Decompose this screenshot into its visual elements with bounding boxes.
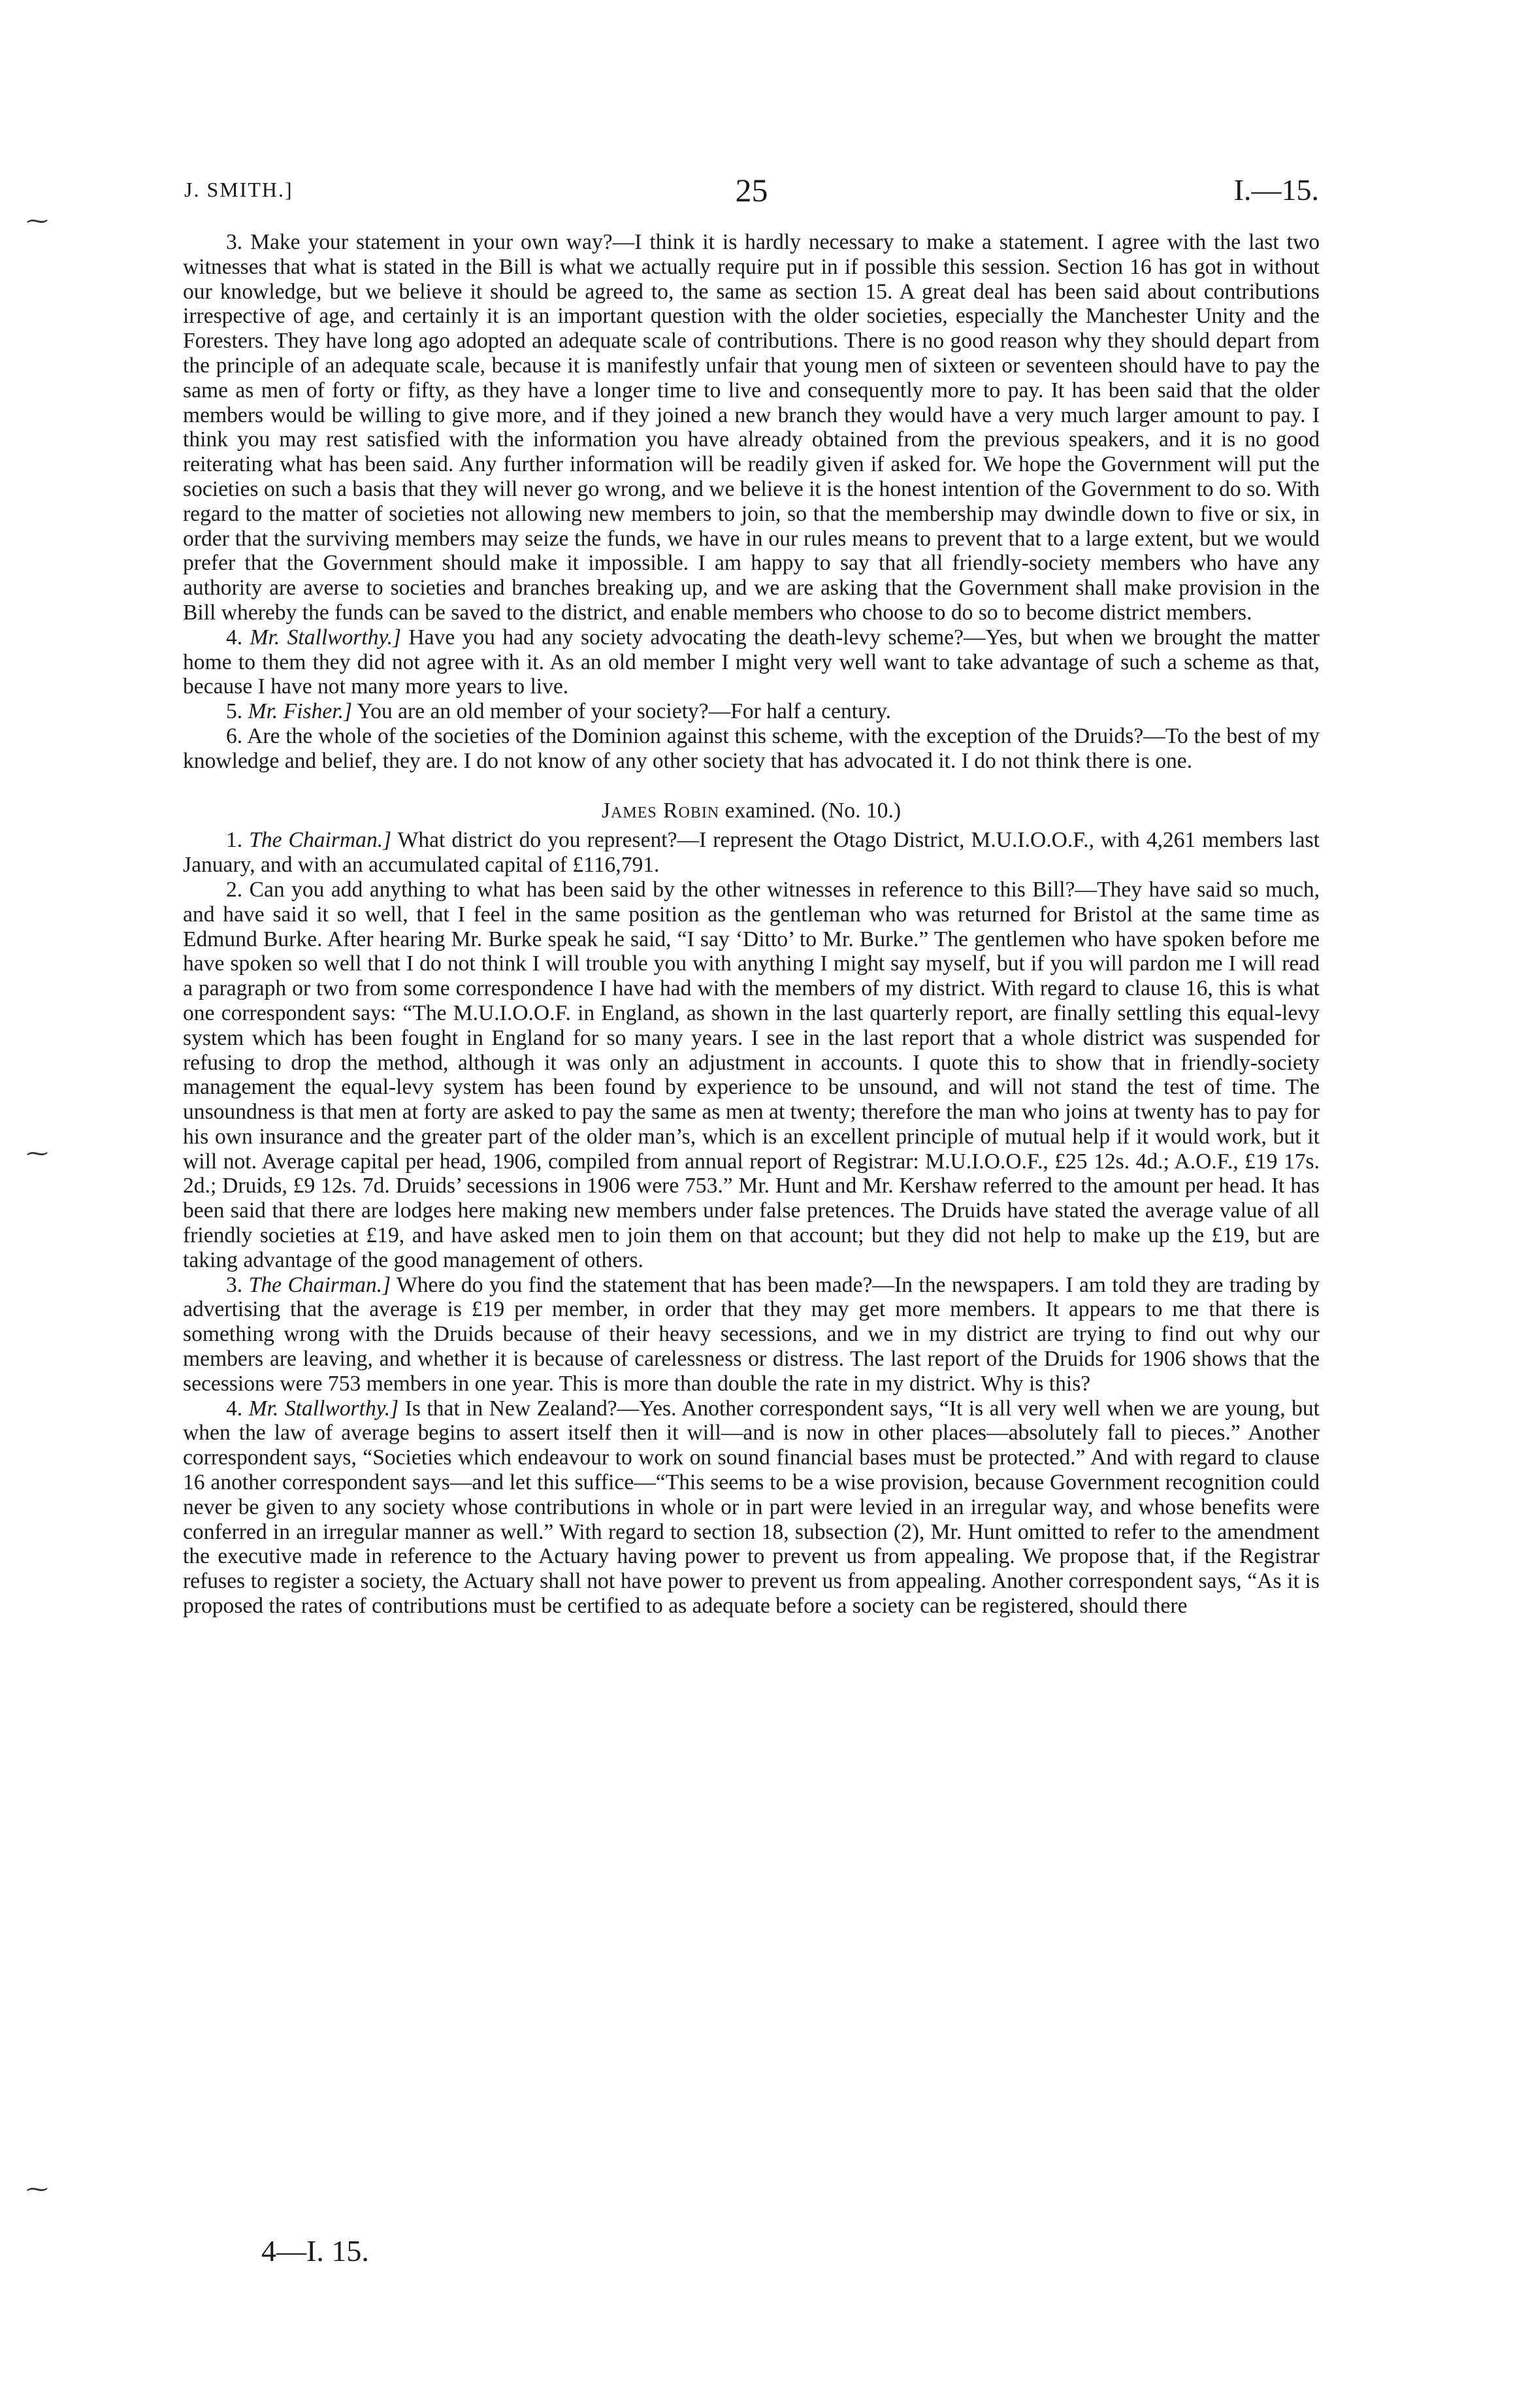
witness-name: James Robin [601,798,720,823]
paragraph-text: What district do you represent?—I represent the Otago District, M.U.I.O.O.F., with 4,261 members last January, and with an accumulated capital of £116,791. [183,828,1320,878]
paper-reference: I.—15. [1233,173,1319,206]
witness-suffix: examined. (No. 10.) [724,798,902,823]
paragraph-text: 6. Are the whole of the societies of the Dominion against this scheme, with the exception of the Druids?—To the best of my knowledge and belief, they are. I do not know of any other society that has advocated it. I do not think there is one. [183,723,1320,773]
body-text [183,230,1320,1619]
speaker-name: Mr. Fisher.] [248,699,353,724]
paragraph-text: You are an old member of your society?—For half a century. [357,699,892,724]
paragraph [183,828,1320,878]
question-number: 5. [226,699,243,724]
page-number: 25 [735,172,768,208]
question-number: 4. [226,625,243,650]
witness-heading [183,799,1320,823]
paragraph [183,878,1320,1273]
paragraph [183,1396,1320,1619]
speaker-name: The Chairman.] [249,828,392,853]
speaker-name: The Chairman.] [248,1272,391,1297]
margin-mark: ⁓ [26,2177,48,2202]
paragraph [183,699,1320,724]
margin-mark: ⁓ [26,1142,48,1166]
paragraph-text: Where do you find the statement that has been made?—In the newspapers. I am told they are trading by advertising that the average is £19 per member, in order that they may get more members. It appears to me that there is something wrong with the Druids because of their heavy secessions, and we in my district are trying to find out why our members are leaving, and whether it is because of carelessness or distress. The last report of the Druids for 1906 shows that the secessions were 753 members in one year. This is more than double the rate in my district. Why is this? [183,1272,1320,1396]
margin-mark: ⁓ [26,209,48,233]
paragraph [183,230,1320,625]
paragraph-text: 2. Can you add anything to what has been said by the other witnesses in reference to this Bill?—They have said so much, and have said it so well, that I feel in the same position as the gentleman who was returned for Bristol at the same time as Edmund Burke. After hearing Mr. Burke speak he said, “I say ‘Ditto’ to Mr. Burke.” The gentlemen who have spoken before me have spoken so well that I do not think I will trouble you with anything I might say myself, but if you will pardon me I will read a paragraph or two from some correspondence I have had with the members of my district. With regard to clause 16, this is what one correspondent says: “The M.U.I.O.O.F. in England, as shown in the last quarterly report, are finally settling this equal-levy system which has been fought in England for so many years. I see in the last report that a whole district was suspended for refusing to drop the method, although it was only an adjustment in accounts. I quote this to show that in friendly-society management the equal-levy system has been found by experience to be unsound, and will not stand the test of time. The unsoundness is that men at forty are asked to pay the same as men at twenty; therefore the man who joins at twenty has to pay for his own insurance and the greater part of the older man’s, which is an excellent principle of mutual help if it would work, but it will not. Average capital per head, 1906, compiled from annual report of Registrar: M.U.I.O.O.F., £25 12s. 4d.; A.O.F., £19 17s. 2d.; Druids, £9 12s. 7d. Druids’ secessions in 1906 were 753.” Mr. Hunt and Mr. Kershaw referred to the amount per head. It has been said that there are lodges here making new members under false pretences. The Druids have stated the average value of all friendly societies at £19, and have asked men to join them on that account; but they did not help to make up the £19, but are taking advantage of the good management of others. [183,877,1320,1272]
paragraph [183,1273,1320,1396]
paragraph-text: Is that in New Zealand?—Yes. Another correspondent says, “It is all very well when we are young, but when the law of average begins to assert itself then it will—and is now in other places—absolutely fall to pieces.” Another correspondent says, “Societies which endeavour to work on sound financial bases must be protected.” And with regard to clause 16 another correspondent says—and let this suffice—“This seems to be a wise provision, because Government recognition could never be given to any society whose contributions in whole or in part were levied in an irregular way, and whose benefits were conferred in an irregular manner as well.” With regard to section 18, subsection (2), Mr. Hunt omitted to refer to the amendment the executive made in reference to the Actuary having power to prevent us from appealing. We propose that, if the Registrar refuses to register a society, the Actuary shall not have power to prevent us from appealing. Another correspondent says, “As it is proposed the rates of contributions must be certified to as adequate before a society can be registered, should there [183,1396,1320,1619]
paragraph-text: Have you had any society advocating the death-levy scheme?—Yes, but when we brought the matter home to them they did not agree with it. As an old member I might very well want to take advantage of such a scheme as that, because I have not many more years to live. [183,625,1320,699]
paragraph-text: 3. Make your statement in your own way?—I think it is hardly necessary to make a statement. I agree with the last two witnesses that what is stated in the Bill is what we actually require put in if possible this session. Section 16 has got in without our knowledge, but we believe it should be agreed to, the same as section 15. A great deal has been said about contributions irrespective of age, and certainly it is an important question with the older societies, especially the Manchester Unity and the Foresters. They have long ago adopted an adequate scale of contributions. There is no good reason why they should depart from the principle of an adequate scale, because it is manifestly unfair that young men of sixteen or seventeen should have to pay the same as men of forty or fifty, as they have a longer time to live and consequently more to pay. It has been said that the older members would be willing to give more, and if they joined a new branch they would have a very much larger amount to pay. I think you may rest satisfied with the information you have already obtained from the previous speakers, and it is no good reiterating what has been said. Any further information will be readily given if asked for. We hope the Government will put the societies on such a basis that they will never go wrong, and we believe it is the honest intention of the Government to do so. With regard to the matter of societies not allowing new members to join, so that the membership may dwindle down to five or six, in order that the surviving members may seize the funds, we have in our rules means to prevent that to a large extent, but we would prefer that the Government should make it impossible. I am happy to say that all friendly-society members who have any authority are averse to societies and branches breaking up, and we are asking that the Government shall make provision in the Bill whereby the funds can be saved to the district, and enable members who choose to do so to become district members. [183,230,1320,625]
question-number: 1. [226,828,243,853]
signature-mark: 4—I. 15. [261,2234,369,2268]
paragraph [183,724,1320,774]
question-number: 4. [226,1396,243,1421]
speaker-name: Mr. Stallworthy.] [248,1396,399,1421]
speaker-name: Mr. Stallworthy.] [250,625,402,650]
page-header [184,171,1319,217]
paragraph [183,625,1320,699]
question-number: 3. [226,1272,243,1297]
header-witness-name: J. SMITH.] [184,178,293,201]
